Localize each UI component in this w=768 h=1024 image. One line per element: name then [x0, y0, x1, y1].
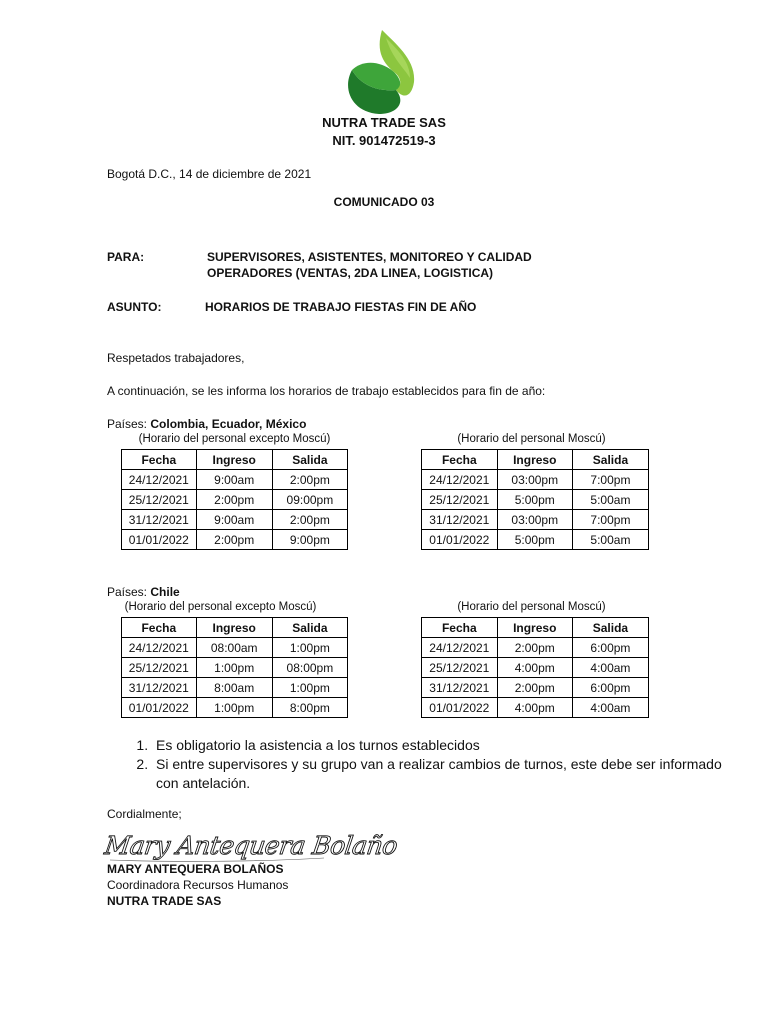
table-row — [122, 510, 348, 530]
table-caption-moscow: (Horario del personal Moscú) — [457, 601, 606, 613]
schedule-table-except-moscow — [121, 617, 348, 718]
table-header-row — [122, 618, 348, 638]
col-header-salida: Salida — [272, 450, 347, 470]
cell-ingreso: 2:00pm — [497, 638, 572, 658]
table-row — [422, 490, 649, 510]
cell-fecha: 24/12/2021 — [422, 638, 498, 658]
company-nit: NIT. 901472519-3 — [332, 133, 436, 148]
cell-fecha: 01/01/2022 — [422, 530, 498, 550]
col-header-salida: Salida — [272, 618, 347, 638]
para-line1: SUPERVISORES, ASISTENTES, MONITOREO Y CALIDAD — [207, 250, 532, 264]
col-header-fecha: Fecha — [422, 618, 498, 638]
cell-ingreso: 4:00pm — [497, 698, 572, 718]
cell-salida: 9:00pm — [272, 530, 347, 550]
cell-salida: 2:00pm — [272, 470, 347, 490]
place-date: Bogotá D.C., 14 de diciembre de 2021 — [107, 167, 312, 181]
cell-ingreso: 8:00am — [196, 678, 272, 698]
cell-ingreso: 1:00pm — [196, 658, 272, 678]
schedule-table-except-moscow — [121, 449, 348, 550]
countries-label: Países: — [107, 417, 148, 431]
cell-salida: 4:00am — [572, 658, 648, 678]
cell-salida: 6:00pm — [572, 678, 648, 698]
cell-fecha: 31/12/2021 — [122, 678, 197, 698]
cell-fecha: 24/12/2021 — [422, 470, 498, 490]
notes-list — [107, 736, 722, 793]
cell-fecha: 25/12/2021 — [422, 490, 498, 510]
asunto-value: HORARIOS DE TRABAJO FIESTAS FIN DE AÑO — [205, 300, 477, 314]
greeting: Respetados trabajadores, — [107, 351, 245, 365]
cell-ingreso: 2:00pm — [196, 530, 272, 550]
col-header-ingreso: Ingreso — [497, 450, 572, 470]
cell-salida: 1:00pm — [272, 638, 347, 658]
communique-title: COMUNICADO 03 — [333, 195, 435, 209]
table-row — [422, 510, 649, 530]
cell-salida: 5:00am — [572, 490, 648, 510]
table-header-row — [422, 618, 649, 638]
cell-fecha: 25/12/2021 — [422, 658, 498, 678]
table-row — [122, 678, 348, 698]
countries-line — [107, 417, 306, 431]
table-row — [422, 678, 649, 698]
table-row — [122, 658, 348, 678]
cell-salida: 08:00pm — [272, 658, 347, 678]
col-header-ingreso: Ingreso — [196, 618, 272, 638]
schedule-table-moscow — [421, 449, 649, 550]
note-item: 1. Es obligatorio la asistencia a los turnos establecidos — [152, 736, 722, 755]
table-caption-moscow: (Horario del personal Moscú) — [457, 433, 606, 445]
table-row — [422, 470, 649, 490]
countries-label: Países: — [107, 585, 148, 599]
schedule-table-moscow — [421, 617, 649, 718]
countries-line — [107, 585, 180, 599]
col-header-fecha: Fecha — [422, 450, 498, 470]
cell-fecha: 31/12/2021 — [122, 510, 197, 530]
cell-ingreso: 2:00pm — [497, 678, 572, 698]
table-caption-except-moscow: (Horario del personal excepto Moscú) — [138, 433, 331, 445]
para-label: PARA: — [107, 250, 145, 264]
cell-ingreso: 9:00am — [196, 470, 272, 490]
company-logo — [336, 26, 422, 116]
signer-title: Coordinadora Recursos Humanos — [107, 878, 289, 892]
table-caption-except-moscow: (Horario del personal excepto Moscú) — [124, 601, 317, 613]
signer-name: MARY ANTEQUERA BOLAÑOS — [107, 862, 284, 876]
cell-ingreso: 5:00pm — [497, 530, 572, 550]
table-row — [122, 470, 348, 490]
cell-ingreso: 4:00pm — [497, 658, 572, 678]
table-header-row — [422, 450, 649, 470]
table-row — [422, 658, 649, 678]
cell-fecha: 01/01/2022 — [422, 698, 498, 718]
cell-ingreso: 9:00am — [196, 510, 272, 530]
signature-image — [102, 824, 400, 864]
cell-salida: 5:00am — [572, 530, 648, 550]
svg-text:Mary Antequera Bolaño: Mary Antequera Bolaño — [102, 831, 400, 860]
table-row — [122, 698, 348, 718]
col-header-fecha: Fecha — [122, 450, 197, 470]
para-line2: OPERADORES (VENTAS, 2DA LINEA, LOGISTICA) — [207, 266, 494, 280]
cell-fecha: 31/12/2021 — [422, 510, 498, 530]
cell-ingreso: 03:00pm — [497, 510, 572, 530]
cell-fecha: 25/12/2021 — [122, 490, 197, 510]
cell-fecha: 31/12/2021 — [422, 678, 498, 698]
cell-fecha: 01/01/2022 — [122, 698, 197, 718]
cell-salida: 09:00pm — [272, 490, 347, 510]
countries-value: Chile — [150, 585, 180, 599]
cell-fecha: 01/01/2022 — [122, 530, 197, 550]
table-row — [422, 698, 649, 718]
table-row — [122, 530, 348, 550]
cell-ingreso: 1:00pm — [196, 698, 272, 718]
asunto-label: ASUNTO: — [107, 300, 162, 314]
table-row — [122, 638, 348, 658]
table-header-row — [122, 450, 348, 470]
col-header-ingreso: Ingreso — [196, 450, 272, 470]
cell-salida: 4:00am — [572, 698, 648, 718]
cell-ingreso: 5:00pm — [497, 490, 572, 510]
col-header-salida: Salida — [572, 618, 648, 638]
col-header-salida: Salida — [572, 450, 648, 470]
signer-company: NUTRA TRADE SAS — [107, 894, 222, 908]
cell-ingreso: 08:00am — [196, 638, 272, 658]
col-header-ingreso: Ingreso — [497, 618, 572, 638]
note-item: 2. Si entre supervisores y su grupo van a realizar cambios de turnos, este debe ser informado con antelación. — [152, 755, 722, 793]
cell-salida: 7:00pm — [572, 510, 648, 530]
cell-salida: 6:00pm — [572, 638, 648, 658]
table-row — [422, 638, 649, 658]
cell-salida: 2:00pm — [272, 510, 347, 530]
cell-salida: 1:00pm — [272, 678, 347, 698]
closing: Cordialmente; — [107, 807, 182, 821]
cell-fecha: 24/12/2021 — [122, 638, 197, 658]
intro-text: A continuación, se les informa los horarios de trabajo establecidos para fin de año: — [107, 384, 546, 398]
cell-fecha: 24/12/2021 — [122, 470, 197, 490]
cell-fecha: 25/12/2021 — [122, 658, 197, 678]
table-row — [422, 530, 649, 550]
cell-ingreso: 03:00pm — [497, 470, 572, 490]
countries-value: Colombia, Ecuador, México — [150, 417, 307, 431]
company-name: NUTRA TRADE SAS — [322, 115, 446, 130]
cell-salida: 7:00pm — [572, 470, 648, 490]
col-header-fecha: Fecha — [122, 618, 197, 638]
table-row — [122, 490, 348, 510]
cell-salida: 8:00pm — [272, 698, 347, 718]
cell-ingreso: 2:00pm — [196, 490, 272, 510]
